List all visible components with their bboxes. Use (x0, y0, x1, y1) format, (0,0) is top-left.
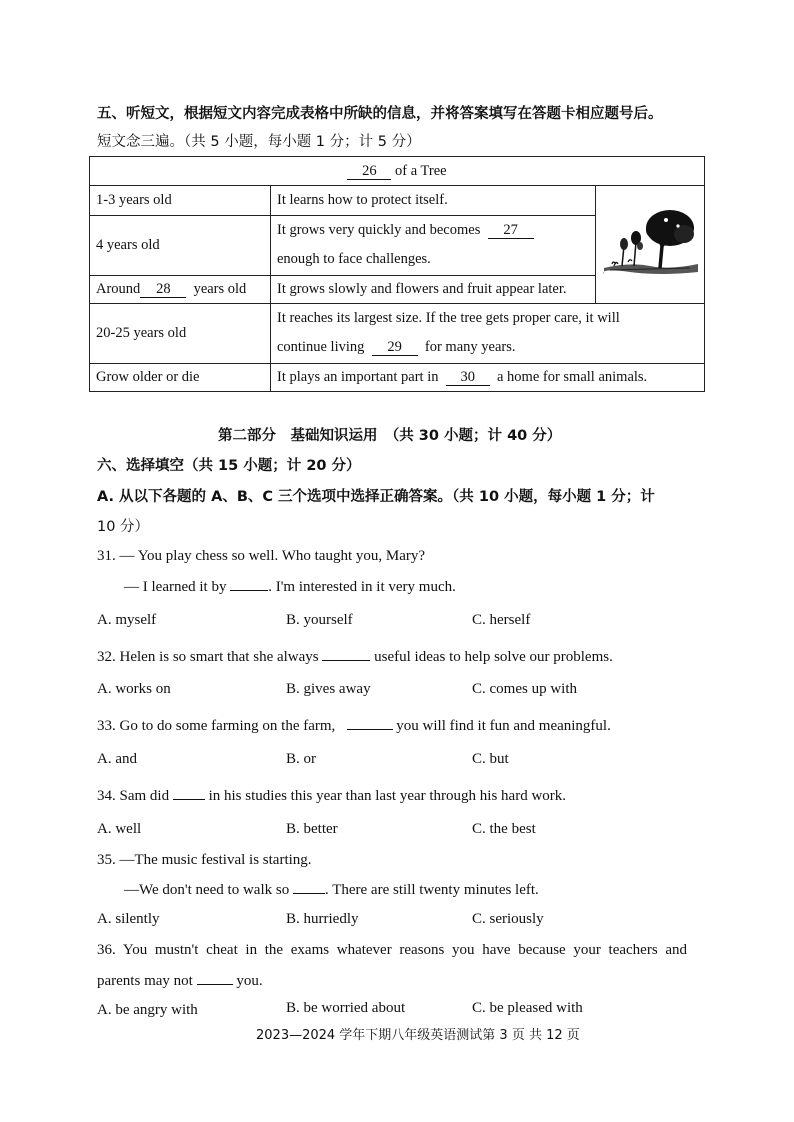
desc-cell (271, 363, 705, 391)
option-c[interactable]: C. the best (472, 821, 536, 837)
desc-text: It plays an important part in (277, 368, 439, 385)
section5-subheading: 短文念三遍。（共 5 小题，每小题 1 分；计 5 分） (97, 134, 421, 150)
question-text: you. (236, 973, 263, 989)
option-b[interactable]: B. be worried about (286, 1000, 406, 1016)
option-c[interactable]: C. be pleased with (472, 1000, 583, 1016)
sectionA-heading: A. 从以下各题的 A、B、C 三个选项中选择正确答案。（共 10 小题，每小题 1 分；计 (97, 489, 655, 505)
age-cell: 1-3 years old (90, 186, 271, 215)
age-cell: 20-25 years old (90, 303, 271, 363)
blank-26[interactable]: 26 (347, 163, 391, 180)
question-text: parents may not (97, 973, 193, 989)
answer-blank[interactable] (173, 799, 205, 800)
question-36: 36. You mustn't cheat in the exams whatever reasons you have because your teachers and (97, 942, 687, 958)
desc-text: It grows very quickly and becomes (277, 222, 481, 239)
option-b[interactable]: B. better (286, 821, 338, 837)
option-b[interactable]: B. gives away (286, 681, 371, 697)
section6-heading: 六、选择填空（共 15 小题；计 20 分） (97, 458, 361, 474)
question-text: . There are still twenty minutes left. (324, 882, 539, 898)
question-text: in his studies this year than last year through his hard work. (208, 788, 567, 804)
question-31-line2 (124, 577, 456, 597)
answer-blank[interactable] (347, 729, 393, 730)
desc-cell: It learns how to protect itself. (271, 186, 596, 215)
desc-text: enough to face challenges. (277, 251, 431, 268)
age-text: years old (193, 280, 247, 297)
question-text: 33. Go to do some farming on the farm, (97, 718, 336, 734)
table-row (90, 186, 705, 215)
question-35: 35. —The music festival is starting. (97, 852, 312, 868)
question-text: . I'm interested in it very much. (268, 579, 456, 595)
option-c[interactable]: C. seriously (472, 911, 544, 927)
answer-blank[interactable] (197, 984, 233, 985)
question-31: 31. — You play chess so well. Who taught you, Mary? (97, 548, 426, 564)
table-row (90, 303, 705, 363)
age-cell (90, 275, 271, 303)
age-cell: 4 years old (90, 215, 271, 275)
blank-28[interactable]: 28 (140, 281, 186, 298)
table-title-text: of a Tree (395, 162, 447, 179)
table-title (90, 157, 705, 186)
question-32 (97, 647, 613, 667)
desc-text: a home for small animals. (496, 368, 648, 385)
age-text: Around (96, 280, 141, 297)
question-text: 32. Helen is so smart that she always (97, 649, 319, 665)
part2-heading: 第二部分 基础知识运用 （共 30 小题；计 40 分） (218, 428, 562, 444)
page-footer: 2023—2024 学年下期八年级英语测试第 3 页 共 12 页 (256, 1028, 580, 1043)
question-33 (97, 716, 611, 736)
question-36-line2 (97, 971, 263, 991)
option-b[interactable]: B. yourself (286, 612, 353, 628)
option-a[interactable]: A. and (97, 751, 137, 767)
table-row (90, 363, 705, 391)
tree-life-table (89, 156, 705, 392)
option-a[interactable]: A. myself (97, 612, 157, 628)
sectionA-heading-cont: 10 分） (97, 519, 150, 535)
age-cell: Grow older or die (90, 363, 271, 391)
question-text: — I learned it by (124, 579, 227, 595)
desc-text: for many years. (424, 339, 516, 356)
question-text: you will find it fun and meaningful. (396, 718, 611, 734)
tree-image-cell (596, 186, 705, 303)
option-c[interactable]: C. herself (472, 612, 531, 628)
desc-text: It reaches its largest size. If the tree gets proper care, it will (277, 310, 620, 327)
desc-text: continue living (277, 339, 365, 356)
blank-29[interactable]: 29 (372, 339, 418, 356)
answer-blank[interactable] (293, 893, 325, 894)
question-text: useful ideas to help solve our problems. (374, 649, 613, 665)
desc-cell (271, 215, 596, 275)
option-a[interactable]: A. works on (97, 681, 171, 697)
blank-30[interactable]: 30 (446, 369, 490, 386)
option-b[interactable]: B. hurriedly (286, 911, 359, 927)
option-b[interactable]: B. or (286, 751, 316, 767)
question-text: 34. Sam did (97, 788, 170, 804)
section5-heading: 五、听短文，根据短文内容完成表格中所缺的信息，并将答案填写在答题卡相应题号后。 (97, 106, 663, 122)
option-a[interactable]: A. be angry with (97, 1002, 198, 1018)
question-35-line2 (124, 880, 539, 900)
option-c[interactable]: C. but (472, 751, 509, 767)
answer-blank[interactable] (322, 660, 370, 661)
question-34 (97, 786, 566, 806)
option-a[interactable]: A. well (97, 821, 142, 837)
option-a[interactable]: A. silently (97, 911, 160, 927)
blank-27[interactable]: 27 (488, 222, 534, 239)
answer-blank[interactable] (230, 590, 268, 591)
desc-cell: It grows slowly and flowers and fruit appear later. (271, 275, 596, 303)
question-text: —We don't need to walk so (124, 882, 290, 898)
tree-icon (600, 202, 700, 282)
desc-cell (271, 303, 705, 363)
option-c[interactable]: C. comes up with (472, 681, 577, 697)
